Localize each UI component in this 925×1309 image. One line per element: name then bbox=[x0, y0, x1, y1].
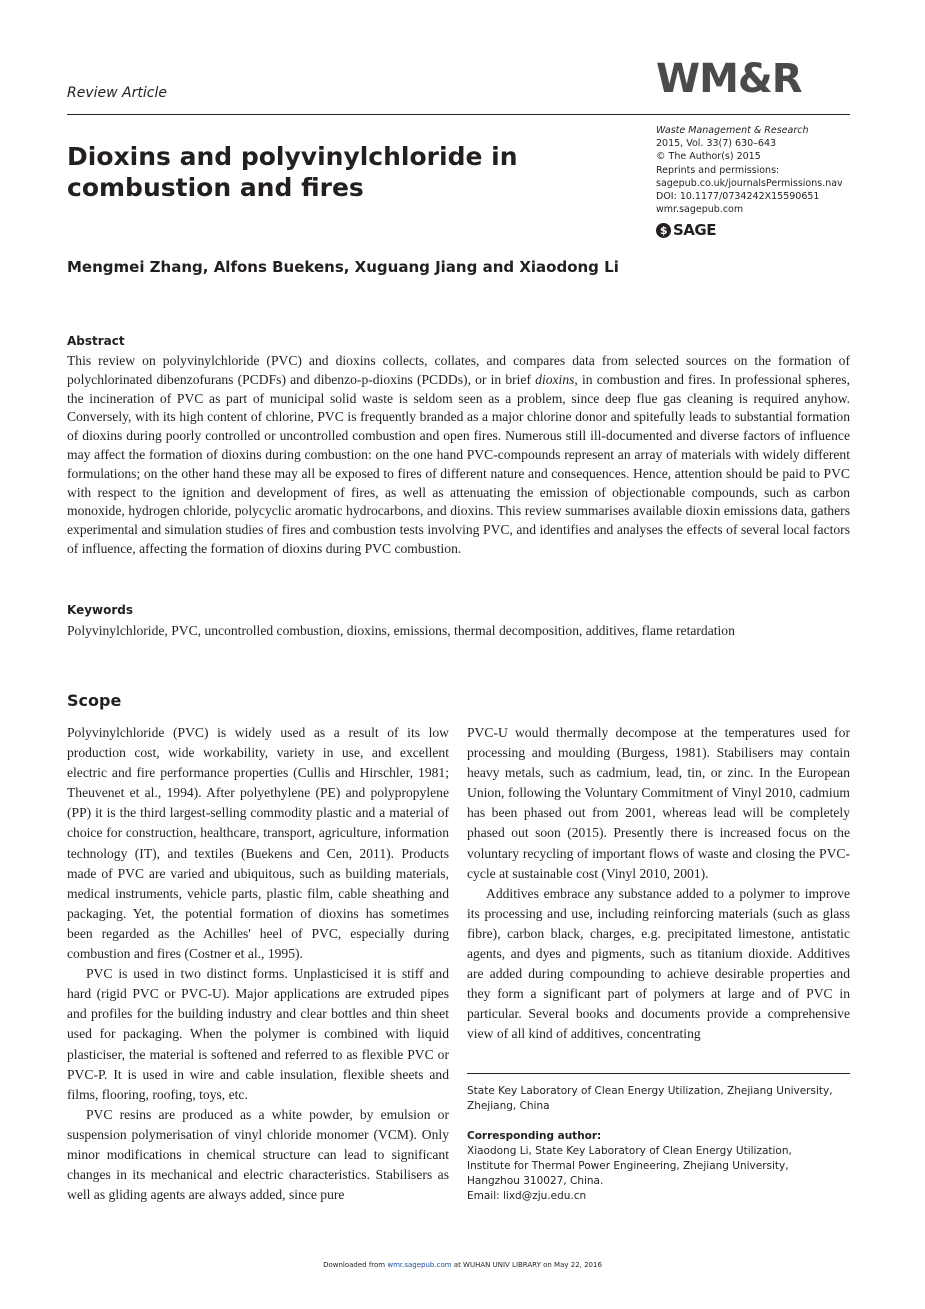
abstract-text bbox=[67, 352, 850, 559]
sage-icon: $ bbox=[656, 223, 671, 238]
body-paragraph: Additives embrace any substance added to a polymer to improve its processing and use, including reinforcing materials (such as glass fibre), carbon black, charges, e.g. precipitated limestone, antistatic agents, and dyes and pigments, such as titanium dioxide. Additives are added during compounding to achieve desirable properties and they form a significant part of polymers at large and of PVC in particular. Several books and documents provide a comprehensive view of all kind of additives, concentrating bbox=[467, 885, 850, 1042]
body-paragraph: PVC resins are produced as a white powder, by emulsion or suspension polymerisation of vinyl chloride monomer (VCM). Only minor modifications in chemical structure can lead to significant changes in its mechanical and electric characteristics. Stabilisers as well as gliding agents are always added, since pure bbox=[67, 1106, 449, 1203]
body-paragraph: Polyvinylchloride (PVC) is widely used as a result of its low production cost, wide workability, variety in use, and excellent electric and fire performance properties (Cullis and Hirschler, 1981; Theuvenet et al., 1994). After polyethylene (PE) and polypropylene (PP) it is the third largest-selling commodity plastic and a material of choice for construction, healthcare, transport, agriculture, information technology (IT), and textiles (Buekens and Cen, 2011). Products made of PVC are varied and ubiquitous, such as building materials, medical instruments, vehicle parts, plastic film, cable sheathing and packaging. Yet, the potential formation of dioxins has sometimes been regarded as the Achilles' heel of PVC, especially during combustion and fires (Costner et al., 1995). bbox=[67, 725, 449, 962]
corresponding-author-line: Hangzhou 310027, China. bbox=[467, 1175, 604, 1187]
reprints-link[interactable]: sagepub.co.uk/journalsPermissions.nav bbox=[656, 177, 843, 189]
author-list: Mengmei Zhang, Alfons Buekens, Xuguang Jiang and Xiaodong Li bbox=[67, 258, 619, 276]
abstract-heading: Abstract bbox=[67, 334, 125, 348]
abstract-text-part2: , in combustion and fires. In professional spheres, the incineration of PVC as part of municipal solid waste is seldom seen as a problem, since deep flue gas cleaning is required anyhow. Conversely, with its high content of chlorine, PVC is frequently branded as a major chlorine donor and spitefully leads to substantial formation of dioxins during poorly controlled or uncontrolled combustion and open fires. Numerous still ill-documented and diverse factors of influence may affect the formation of dioxins during combustion: on the one hand PVC-compounds represent an array of materials with widely different formulations; on the other hand these may all be exposed to fires of different nature and consequences. Hence, attention should be paid to PVC with respect to the ignition and development of fires, as well as attenuating the emission of objectionable compounds, such as carbon monoxide, hydrogen chloride, polycyclic aromatic hydrocarbons, and dioxins. This review summarises available dioxin emissions data, gathers experimental and simulation studies of fires and combustion tests involving PVC, and identifies and analyses the effects of several local factors of influence, affecting the formation of dioxins during PVC combustion. bbox=[67, 371, 851, 556]
keywords-text: Polyvinylchloride, PVC, uncontrolled combustion, dioxins, emissions, thermal decomposition, additives, flame retardation bbox=[67, 623, 735, 638]
scope-heading: Scope bbox=[67, 691, 122, 710]
affiliation-divider bbox=[467, 1073, 850, 1074]
doi[interactable]: DOI: 10.1177/0734242X15590651 bbox=[656, 191, 820, 203]
corresponding-author-heading: Corresponding author: bbox=[467, 1130, 602, 1142]
journal-info bbox=[656, 124, 856, 216]
journal-name: Waste Management & Research bbox=[656, 125, 809, 136]
journal-site-link[interactable]: wmr.sagepub.com bbox=[656, 204, 744, 216]
body-column-left bbox=[67, 723, 449, 1205]
publisher-name: SAGE bbox=[673, 221, 716, 239]
corresponding-author-line: Xiaodong Li, State Key Laboratory of Clean Energy Utilization, bbox=[467, 1145, 792, 1157]
footer-prefix: Downloaded from bbox=[323, 1261, 388, 1269]
corresponding-author-line: Institute for Thermal Power Engineering, Zhejiang University, bbox=[467, 1160, 789, 1172]
corresponding-author-email[interactable]: Email: lixd@zju.edu.cn bbox=[467, 1190, 587, 1202]
reprints-label: Reprints and permissions: bbox=[656, 164, 780, 176]
article-type-label: Review Article bbox=[67, 85, 167, 101]
keywords-heading: Keywords bbox=[67, 603, 134, 617]
publisher-logo bbox=[656, 221, 716, 239]
abstract-italic-term: dioxins bbox=[535, 371, 575, 387]
affiliation-text: State Key Laboratory of Clean Energy Utilization, Zhejiang University, Zhejiang, China bbox=[467, 1085, 833, 1112]
header-divider bbox=[67, 114, 850, 115]
body-paragraph: PVC is used in two distinct forms. Unplasticised it is stiff and hard (rigid PVC or PVC-U). Major applications are extruded pipes and profiles for the building industry and clear bottles and thin sheet used for packaging. When the polymer is combined with liquid plasticiser, the material is softened and referred to as flexible PVC or PVC-P. It is used in wire and cable insulation, flexible sheets and films, flooring, roofing, toys, etc. bbox=[67, 966, 449, 1102]
body-paragraph: PVC-U would thermally decompose at the temperatures used for processing and moulding (Burgess, 1981). Stabilisers may contain heavy metals, such as cadmium, lead, tin, or zinc. In the European Union, following the Voluntary Commitment of Vinyl 2010, cadmium has been phased out from 2001, whereas lead will be completely phased out soon (2015). Presently there is increased focus on the voluntary recycling of important flows of waste and closing the PVC-cycle at sustainable cost (Vinyl 2010, 2001). bbox=[467, 725, 850, 881]
copyright-notice: © The Author(s) 2015 bbox=[656, 151, 761, 163]
footer-suffix: at WUHAN UNIV LIBRARY on May 22, 2016 bbox=[451, 1261, 602, 1269]
journal-logo: WM&R bbox=[656, 56, 802, 102]
download-footer bbox=[0, 1261, 925, 1269]
footer-link[interactable]: wmr.sagepub.com bbox=[387, 1261, 452, 1269]
journal-volume: 2015, Vol. 33(7) 630–643 bbox=[656, 138, 777, 150]
article-title: Dioxins and polyvinylchloride in combustion and fires bbox=[67, 142, 518, 202]
corresponding-author-details bbox=[467, 1144, 850, 1204]
abstract-text-part1: This review on polyvinylchloride (PVC) and dioxins collects, collates, and compares data from selected sources on the formation of polychlorinated dibenzofurans (PCDFs) and dibenzo-p-dioxins (PCDDs), or in brief bbox=[67, 353, 850, 387]
body-column-right bbox=[467, 723, 850, 1045]
